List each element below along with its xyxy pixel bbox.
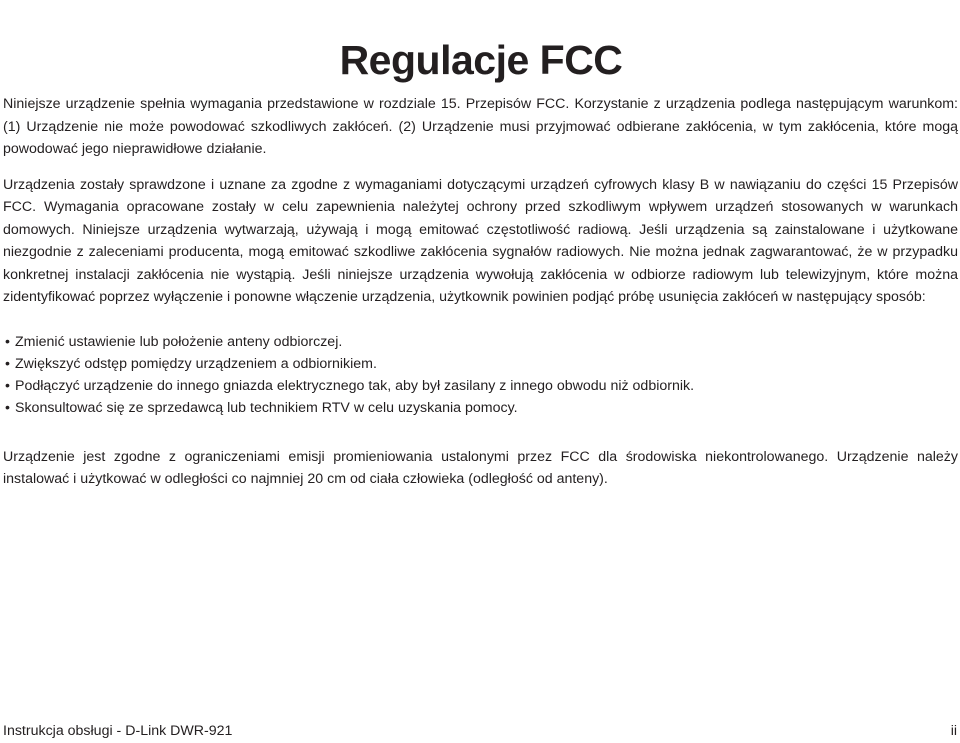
bullet-icon: •	[5, 377, 10, 394]
page-number: ii	[950, 723, 957, 739]
list-item-text: Podłączyć urządzenie do innego gniazda elektrycznego tak, aby był zasilany z innego obwodu niż odbiornik.	[15, 377, 695, 394]
list-item-text: Zwiększyć odstęp pomiędzy urządzeniem a odbiornikiem.	[15, 355, 377, 372]
list-item-text: Zmienić ustawienie lub położenie anteny odbiorczej.	[15, 333, 343, 350]
list-item	[5, 375, 958, 397]
list-item	[5, 353, 958, 375]
bullet-icon: •	[5, 333, 10, 350]
list-item	[5, 397, 958, 419]
footer-manual-title: Instrukcja obsługi - D-Link DWR-921	[3, 723, 233, 739]
list-item	[5, 331, 958, 353]
exposure-paragraph: Urządzenie jest zgodne z ograniczeniami emisji promieniowania ustalonymi przez FCC dla środowiska niekontrolowanego. Urządzenie należy instalować i użytkować w odległości co najmniej 20 cm od ciała człowieka (odległość od anteny).	[3, 448, 958, 487]
list-item-text: Skonsultować się ze sprzedawcą lub technikiem RTV w celu uzyskania pomocy.	[15, 399, 518, 416]
page-title: Regulacje FCC	[339, 37, 623, 83]
bullet-icon: •	[5, 399, 10, 416]
bullet-icon: •	[5, 355, 10, 372]
testing-paragraph: Urządzenia zostały sprawdzone i uznane za zgodne z wymaganiami dotyczącymi urządzeń cyfrowych klasy B w nawiązaniu do części 15 Przepisów FCC. Wymagania opracowane zostały w celu zapewnienia należytej ochrony przed szkodliwym wpływem urządzeń stosowanych w warunkach domowych. Niniejsze urządzenia wytwarzają, używają i mogą emitować częstotliwość radiową. Jeśli urządzenia są zainstalowane i użytkowane niezgodnie z zaleceniami producenta, mogą emitować szkodliwe zakłócenia sygnałów radiowych. Nie można jednak zagwarantować, że w przypadku konkretnej instalacji zakłócenia nie wystąpią. Jeśli niniejsze urządzenia wywołują zakłócenia w odbiorze radiowym lub telewizyjnym, które można zidentyfikować poprzez wyłączenie i ponowne włączenie urządzenia, użytkownik powinien podjąć próbę usunięcia zakłóceń w następujący sposób:	[3, 176, 958, 305]
remedy-list	[3, 331, 958, 419]
document-body	[3, 93, 958, 491]
intro-paragraph: Niniejsze urządzenie spełnia wymagania przedstawione w rozdziale 15. Przepisów FCC. Korzystanie z urządzenia podlega następującym warunkom: (1) Urządzenie nie może powodować szkodliwych zakłóceń. (2) Urządzenie musi przyjmować odbierane zakłócenia, w tym zakłócenia, które mogą powodować jego nieprawidłowe działanie.	[3, 96, 958, 157]
